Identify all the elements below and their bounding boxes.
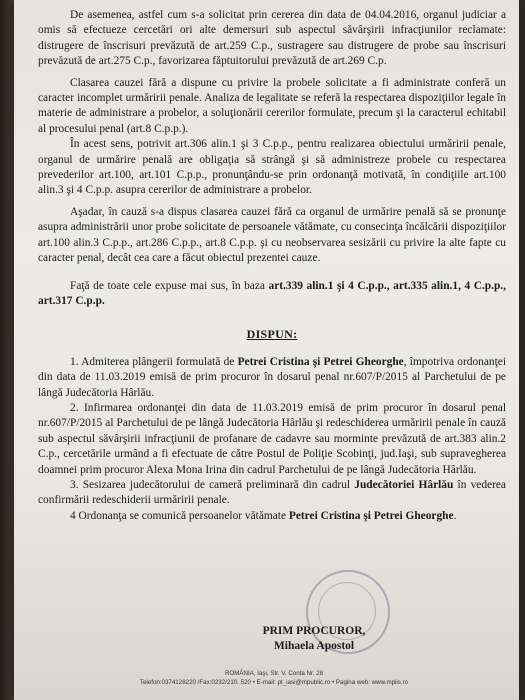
legal-basis-prefix: Faţă de toate cele expuse mai sus, în baza (70, 279, 269, 292)
signature-title: PRIM PROCUROR, (262, 625, 366, 637)
signature-block (239, 624, 389, 654)
footer (34, 669, 514, 687)
document-page (14, 0, 519, 700)
paragraph-2: Clasarea cauzei fără a dispune cu privire la probele solicitate a fi administrate conferă un caracter incomplet urmăririi penale. Analiza de legalitate se referă la respectarea dispoziţiilor legale în materie de administrare a probelor, a soluţionării cererilor formulate, precum şi la caracterul echitabil al procesului penal (art.8 C.p.p.). (38, 76, 506, 135)
footer-address: ROMÂNIA, Iaşi, Str. V. Conta Nr. 28 (224, 670, 324, 677)
disposition-2: 2. Infirmarea ordonanţei din data de 11.03.2019 emisă de prim procuror în dosarul penal nr.607/P/2015 al Parchetului de pe lângă Judecătoria Hârlău şi redeschiderea urmăririi penale în cauză sub aspectul săvârşirii infracţiunii de profanare de cadavre sau morminte prevăzută de art.383 alin.2 C.p., cercetările urmând a fi efectuate de către Postul de Poliţie Scobinţi, jud.Iaşi, sub supravegherea doamnei prim procuror Alexa Mona Irina din cadrul Parchetului de pe lângă Judecătoria Hârlău. (38, 401, 506, 476)
disposition-4-a: 4 Ordonanţa se comunică persoanelor vătămate (70, 509, 289, 522)
disposition-3 (38, 478, 506, 509)
disposition-1 (38, 355, 506, 401)
disposition-3-a: 3. Sesizarea judecătorului de cameră preliminară din cadrul (70, 478, 355, 491)
dispun-heading: DISPUN: (246, 327, 298, 342)
left-shadow (0, 0, 14, 700)
footer-contact: Telefon:0374128220 /Fax:0232/210. 520 • E-mail: pt_iasi@mpublic.ro • Pagina web: www.mpiis.ro (139, 679, 409, 686)
paragraph-3: În acest sens, potrivit art.306 alin.1 şi 3 C.p.p., pentru realizarea obiectului urmăririi penale, organul de urmărire penală are obligaţia să strângă şi să administreze probele cu respectarea prevederilor art.100, art.101 C.p.p., pronunţându-se prin ordonanţă motivată, în condiţiile art.100 alin.3 şi 4 C.p.p. asupra cererilor de administrare a probelor. (38, 138, 506, 197)
disposition-4-names: Petrei Cristina şi Petrei Gheorghe (288, 509, 454, 522)
paragraph-1: De asemenea, astfel cum s-a solicitat prin cererea din data de 04.04.2016, organul judiciar a omis să efectueze cercetări ori alte demersuri sub aspectul săvârşirii infracţiunilor reclamate: distrugere de înscrisuri prevăzută de art.259 C.p., sustragere sau distrugere de probe sau înscrisuri prevăzută de art.275 C.p., favorizarea făptuitorului prevăzută de art.269 C.p. (38, 9, 506, 68)
legal-basis-paragraph (38, 279, 506, 310)
disposition-4 (38, 509, 506, 524)
disposition-1-b: , împotriva ordonanţei din data de 11.03.2019 emisă de prim procuror în dosarul penal nr.607/P/2015 al Parchetului de pe lângă Judecătoria Hârlău. (38, 355, 506, 399)
paragraph-4: Aşadar, în cauză s-a dispus clasarea cauzei fără ca organul de urmărire penală să se pronunţe asupra administrării unor probe solicitate de persoanele vătămate, cu consecinţa încălcării dispoziţiilor art.100 alin.3 C.p.p., art.286 C.p.p., art.8 C.p.p. şi cu neobservarea sesizării cu privire la alte fapte cu caracter penal, decât cea care a făcut obiectul prezentei cauze. (38, 205, 506, 265)
disposition-1-a: 1. Admiterea plângerii formulată de (70, 355, 238, 368)
disposition-1-names: Petrei Cristina şi Petrei Gheorghe (237, 355, 404, 368)
disposition-3-b: în vederea confirmării redeschiderii urmăririi penale. (38, 478, 506, 507)
disposition-3-court: Judecătoriei Hârlău (354, 478, 454, 491)
signature-name: Mihaela Apostol (273, 640, 355, 652)
document-body (38, 8, 506, 524)
disposition-4-b: . (453, 509, 457, 522)
legal-basis-articles: art.339 alin.1 şi 4 C.p.p., art.335 alin.1, 4 C.p.p., art.317 C.p.p. (38, 279, 506, 307)
